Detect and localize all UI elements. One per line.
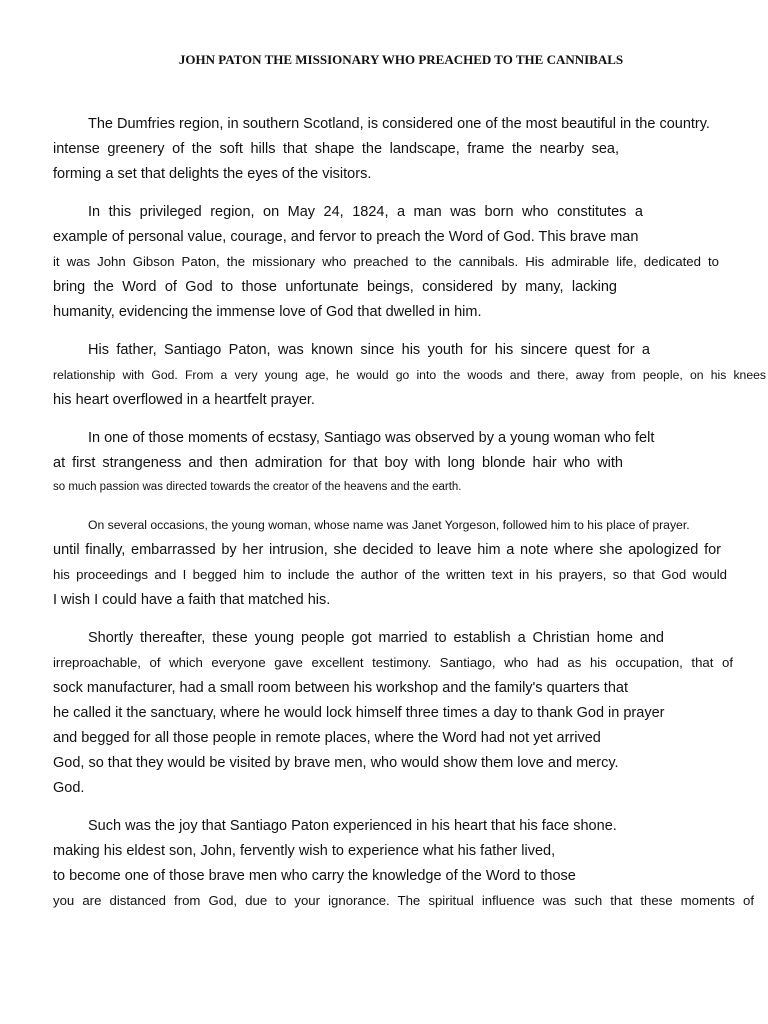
paragraph-3-line-3: his heart overflowed in a heartfelt prayer.: [53, 392, 315, 408]
paragraph-1-line-2: intense greenery of the soft hills that shape the landscape, frame the nearby sea,: [53, 141, 619, 157]
paragraph-7-line-3: to become one of those brave men who carry the knowledge of the Word to those: [53, 868, 576, 884]
paragraph-4-line-2: at first strangeness and then admiration for that boy with long blonde hair who with: [53, 455, 623, 471]
paragraph-6-line-6: God, so that they would be visited by brave men, who would show them love and mercy.: [53, 755, 619, 771]
paragraph-7-line-1: Such was the joy that Santiago Paton experienced in his heart that his face shone.: [88, 818, 617, 834]
paragraph-5-line-1: On several occasions, the young woman, whose name was Janet Yorgeson, followed him to his place of prayer.: [88, 518, 690, 532]
paragraph-2-line-3: it was John Gibson Paton, the missionary who preached to the cannibals. His admirable life, dedicated to: [53, 254, 719, 269]
paragraph-5-line-4: I wish I could have a faith that matched his.: [53, 592, 331, 608]
paragraph-6-line-7: God.: [53, 780, 85, 796]
paragraph-7-line-4: you are distanced from God, due to your ignorance. The spiritual influence was such that these moments of: [53, 893, 754, 908]
paragraph-7-line-2: making his eldest son, John, fervently wish to experience what his father lived,: [53, 843, 556, 859]
paragraph-5-line-2: until finally, embarrassed by her intrusion, she decided to leave him a note where she apologized for: [53, 542, 721, 558]
paragraph-5-line-3: his proceedings and I begged him to include the author of the written text in his prayers, so that God would: [53, 567, 727, 582]
paragraph-6-line-3: sock manufacturer, had a small room between his workshop and the family's quarters that: [53, 680, 628, 696]
paragraph-1-line-1: The Dumfries region, in southern Scotland, is considered one of the most beautiful in the country.: [88, 116, 710, 132]
paragraph-3-line-2: relationship with God. From a very young age, he would go into the woods and there, away from people, on his knees: [53, 368, 766, 382]
document-title: JOHN PATON THE MISSIONARY WHO PREACHED TO THE CANNIBALS: [178, 52, 624, 67]
paragraph-2-line-5: humanity, evidencing the immense love of God that dwelled in him.: [53, 304, 482, 320]
paragraph-1-line-3: forming a set that delights the eyes of the visitors.: [53, 166, 372, 182]
paragraph-2-line-1: In this privileged region, on May 24, 1824, a man was born who constitutes a: [88, 204, 643, 220]
paragraph-6-line-2: irreproachable, of which everyone gave excellent testimony. Santiago, who had as his occupation, that of: [53, 655, 733, 670]
paragraph-6-line-4: he called it the sanctuary, where he would lock himself three times a day to thank God in prayer: [53, 705, 665, 721]
paragraph-4-line-3: so much passion was directed towards the creator of the heavens and the earth.: [53, 481, 462, 493]
paragraph-6-line-1: Shortly thereafter, these young people got married to establish a Christian home and: [88, 630, 664, 646]
paragraph-4-line-1: In one of those moments of ecstasy, Santiago was observed by a young woman who felt: [88, 430, 655, 446]
paragraph-2-line-2: example of personal value, courage, and fervor to preach the Word of God. This brave man: [53, 229, 639, 245]
paragraph-2-line-4: bring the Word of God to those unfortunate beings, considered by many, lacking: [53, 279, 617, 295]
paragraph-3-line-1: His father, Santiago Paton, was known since his youth for his sincere quest for a: [88, 342, 650, 358]
paragraph-6-line-5: and begged for all those people in remote places, where the Word had not yet arrived: [53, 730, 601, 746]
